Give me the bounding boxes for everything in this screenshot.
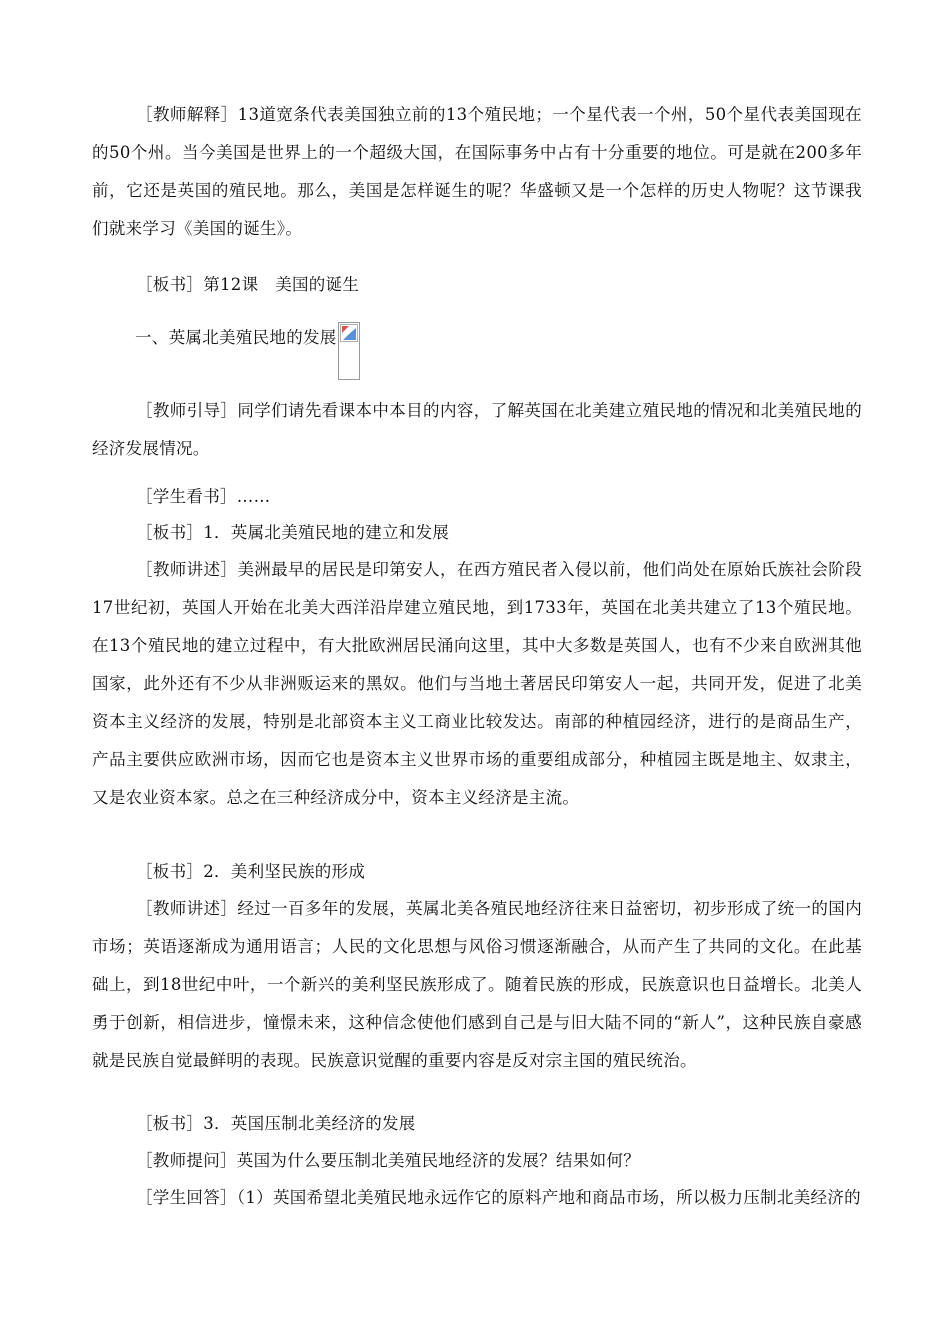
board-point-3: ［板书］3．英国压制北美经济的发展 xyxy=(136,1114,416,1133)
broken-image-icon xyxy=(338,322,360,380)
board-point-2: ［板书］2．美利坚民族的形成 xyxy=(136,862,366,881)
board-lesson-title: ［板书］第12课 美国的诞生 xyxy=(136,275,360,294)
paragraph-teacher-narration-1: ［教师讲述］美洲最早的居民是印第安人，在西方殖民者入侵以前，他们尚处在原始氏族社会阶段17世纪初，英国人开始在北美大西洋沿岸建立殖民地，到1733年，英国在北美共建立了13个殖民地。在13个殖民地的建立过程中，有大批欧洲居民涌向这里，其中大多数是英国人，也有不少来自欧洲其他国家，此外还有不少从非洲贩运来的黑奴。他们与当地土著居民印第安人一起，共同开发，促进了北美资本主义经济的发展，特别是北部资本主义工商业比较发达。南部的种植园经济，进行的是商品生产，产品主要供应欧洲市场，因而它也是资本主义世界市场的重要组成部分，种植园主既是地主、奴隶主，又是农业资本家。总之在三种经济成分中，资本主义经济是主流。 xyxy=(92,560,862,807)
board-point-1: ［板书］1．英属北美殖民地的建立和发展 xyxy=(136,523,450,542)
paragraph-teacher-narration-2: ［教师讲述］经过一百多年的发展，英属北美各殖民地经济往来日益密切，初步形成了统一的国内市场；英语逐渐成为通用语言；人民的文化思想与风俗习惯逐渐融合，从而产生了共同的文化。在此基础上，到18世纪中叶，一个新兴的美利坚民族形成了。随着民族的形成，民族意识也日益增长。北美人勇于创新，相信进步，憧憬未来，这种信念使他们感到自己是与旧大陆不同的“新人”，这种民族自豪感就是民族自觉最鲜明的表现。民族意识觉醒的重要内容是反对宗主国的殖民统治。 xyxy=(92,899,862,1070)
paragraph-teacher-guidance: ［教师引导］同学们请先看课本中本目的内容，了解英国在北美建立殖民地的情况和北美殖民地的经济发展情况。 xyxy=(92,401,862,458)
paragraph-teacher-explanation: ［教师解释］13道宽条代表美国独立前的13个殖民地；一个星代表一个州，50个星代表美国现在的50个州。当今美国是世界上的一个超级大国，在国际事务中占有十分重要的地位。可是就在200多年前，它还是英国的殖民地。那么，美国是怎样诞生的呢？华盛顿又是一个怎样的历史人物呢？这节课我们就来学习《美国的诞生》。 xyxy=(92,105,862,238)
paragraph-students-read: ［学生看书］…… xyxy=(136,487,271,506)
section-heading: 一、英属北美殖民地的发展 xyxy=(135,328,337,347)
section-heading-row xyxy=(135,322,360,382)
paragraph-student-answer: ［学生回答］（1）英国希望北美殖民地永远作它的原料产地和商品市场，所以极力压制北美经济的 xyxy=(136,1188,861,1207)
paragraph-teacher-question: ［教师提问］英国为什么要压制北美殖民地经济的发展？结果如何？ xyxy=(136,1151,640,1170)
